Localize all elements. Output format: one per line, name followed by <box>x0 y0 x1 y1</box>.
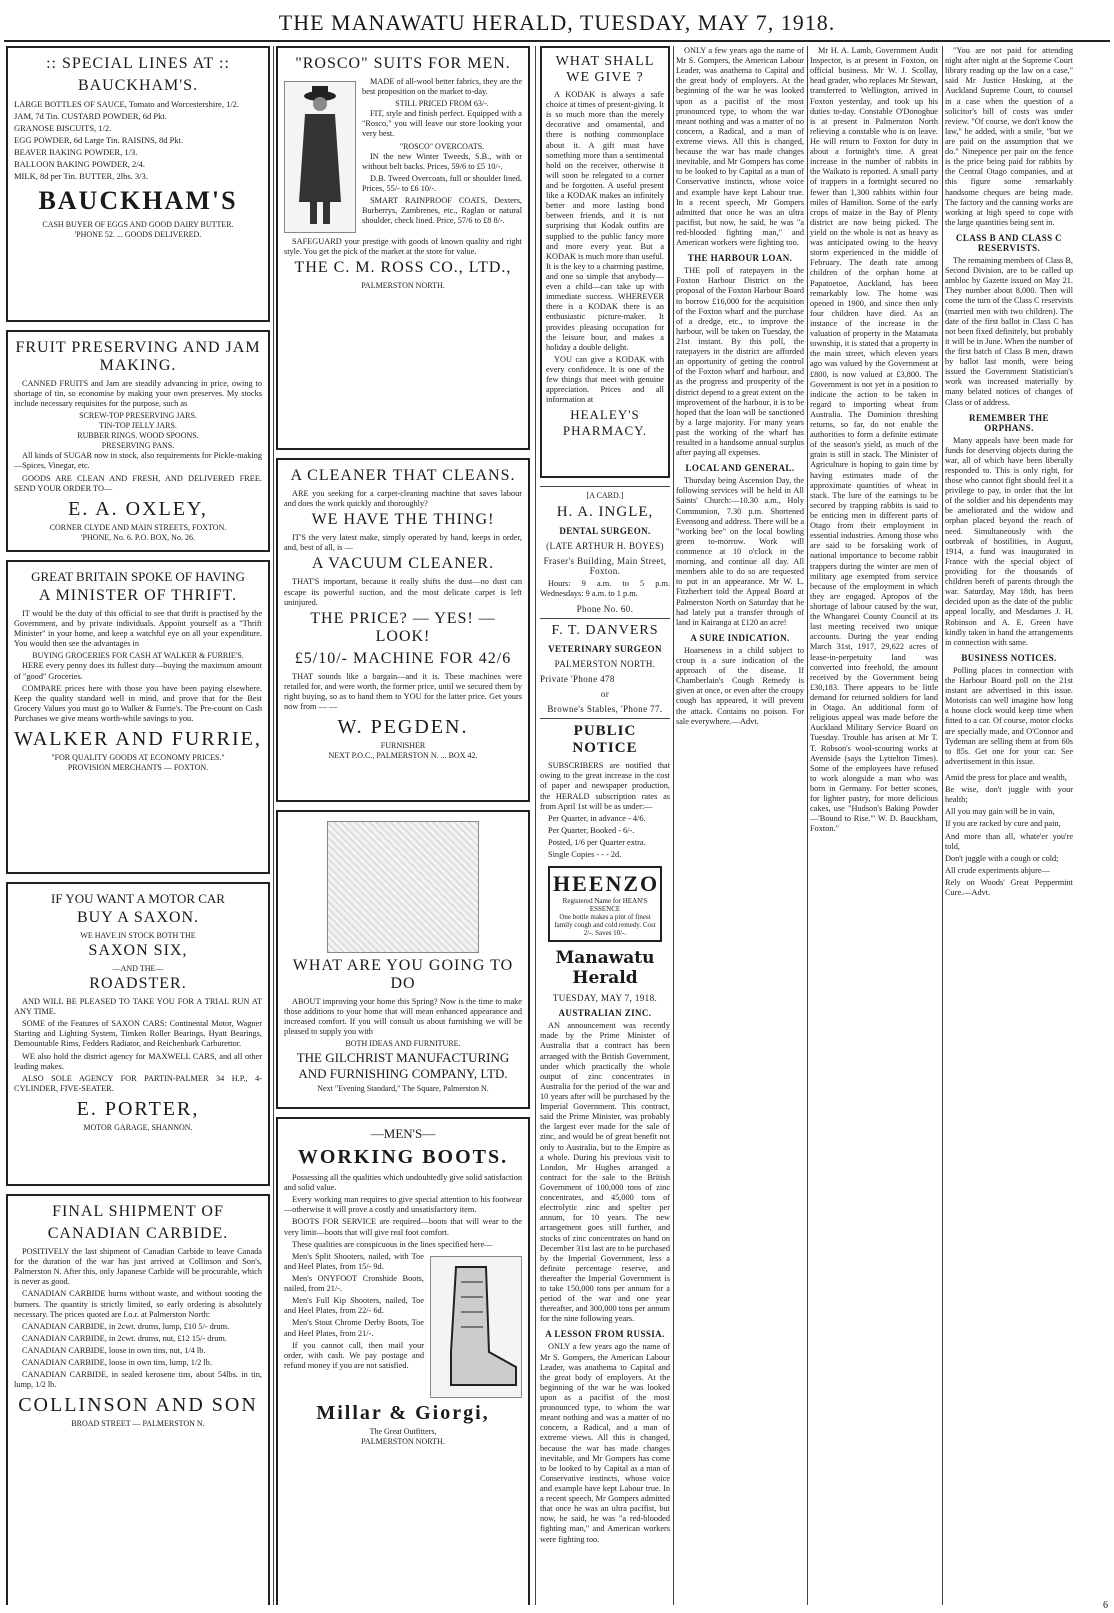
article-heading: AUSTRALIAN ZINC. <box>558 1008 652 1019</box>
notice-rate: Per Quarter, Booked - 6/-. <box>548 825 635 835</box>
masthead-rule <box>4 40 1110 42</box>
verse-line: Don't juggle with a cough or cold; <box>945 853 1059 863</box>
boot-icon <box>431 1257 521 1397</box>
ad-title: FINAL SHIPMENT OF <box>52 1203 224 1220</box>
ad-body: THAT'S important, because it really shifts the dust—no dust can escape its powerful suction, and the most delicate carpet is left uninjured. <box>284 577 522 607</box>
danvers-line: PALMERSTON NORTH. <box>554 659 656 670</box>
ad-porter <box>6 882 270 1186</box>
notice-rate: Per Quarter, in advance - 4/6. <box>548 813 646 823</box>
ad-footer: MOTOR GARAGE, SHANNON. <box>83 1122 193 1132</box>
notice-rate: Single Copies - - - 2d. <box>548 850 622 860</box>
ingle-phone: Phone No. 60. <box>576 604 634 615</box>
danvers-line: Browne's Stables, 'Phone 77. <box>547 704 663 715</box>
ad-line: LARGE BOTTLES OF SAUCE, Tomato and Worcestershire, 1/2. <box>14 99 240 109</box>
verse-line: If you are racked by cure and pain, <box>945 819 1061 829</box>
ad-healey <box>540 46 670 478</box>
ad-body: WE also hold the district agency for MAXWELL CARS, and all other leading makes. <box>14 1051 262 1071</box>
danvers-line: or <box>600 689 610 700</box>
ad-subhead: BUYING GROCERIES FOR CASH AT WALKER & FURRIE'S. <box>32 651 244 661</box>
ad-oxley <box>6 330 270 552</box>
heenzo-sub: Registered Name for HEAN'S ESSENCE <box>562 897 648 914</box>
ad-firm-name: W. PEGDEN. <box>337 716 469 739</box>
ad-body: SOME of the Features of SAXON CARS: Continental Motor, Wagner Starting and Lighting System, Timken Roller Bearings, Hyatt Bearings, Demountable Rims, Fedders Radiator, and Reichenbark Carburettor. <box>14 1019 262 1049</box>
ad-line: SAXON SIX, <box>88 942 188 959</box>
ad-line: BALLOON BAKING POWDER, 2/4. <box>14 159 146 170</box>
ad-subhead: £5/10/- MACHINE FOR 42/6 <box>294 649 512 667</box>
verse-line: Rely on Woods' Great Peppermint Cure.—Advt. <box>945 877 1073 898</box>
ad-title: WHAT SHALL WE GIVE ? <box>555 54 655 85</box>
column-3 <box>540 46 670 1605</box>
page-number: 6 <box>1103 1600 1108 1611</box>
article-heading: CLASS B AND CLASS C RESERVISTS. <box>955 232 1063 253</box>
ad-subhead: "ROSCO" OVERCOATS. <box>399 141 485 151</box>
ad-body: CANADIAN CARBIDE burns without waste, and without sooting the burners. The quantity is strictly limited, so early ordering is absolutely necessary. The prices quoted are f.o.r. at Palmerston North: <box>14 1289 262 1319</box>
ad-line: BEAVER BAKING POWDER, 1/3. <box>14 147 138 158</box>
ad-footer: Next "Evening Standard," The Square, Palmerston N. <box>317 1084 489 1094</box>
ad-body: HERE every penny does its fullest duty—buying the maximum amount of "good" Groceries. <box>14 661 262 681</box>
ad-footer: CORNER CLYDE AND MAIN STREETS, FOXTON. <box>49 522 227 532</box>
ad-body: BOOTS FOR SERVICE are required—boots that will wear to the very limit—boots that will give real foot comfort. <box>284 1217 522 1237</box>
ad-firm-name: BAUCKHAM'S <box>38 186 238 216</box>
interior-illustration <box>327 821 479 953</box>
ad-title: BUY A SAXON. <box>76 909 200 926</box>
article-body: "You are not paid for attending night after night at the Supreme Court library reading up the law on a case," said Mr Justice Hosking, at the Auckland Supreme Court, to counsel in a case when the question of a solicitor's bill of costs was under review. "Of course, we don't know the law," he added, with a smile, "but we are paid on the assumption that we do." Ninepence per pair on the fence is the price being paid for rabbits by the Central Otago companies, and at this figure some remarkably handsome cheques are being made. The factory and the canning works are working at high speed to cope with the large quantities being sent in. <box>945 46 1073 227</box>
ad-item: PRESERVING PANS. <box>101 441 175 451</box>
ad-title: A MINISTER OF THRIFT. <box>38 587 238 604</box>
ad-line: JAM, 7d Tin. CUSTARD POWDER, 6d Pkt. <box>14 111 167 122</box>
article-body: Hoarseness in a child subject to croup is a sure indication of the approach of the disease. If Chamberlain's Cough Remedy is given at once, or even after the croupy cough has appeared, it will prevent the attack. Contains no poison. For sale everywhere.—Advt. <box>676 645 804 726</box>
ad-body: SAFEGUARD your prestige with goods of known quality and right style. You get the pick of the market at the store for value. <box>284 237 522 257</box>
article-body: The remaining members of Class B, Second Division, are to be called up ambloc by Gazette issued on May 21. They number about 8,000. Then will come the turn of the Class C reservists (married men with two children). The date of the first ballot in Class C has not been fixed definitely, but probably it will be in June. When the number of the first batch of Class B men, drawn by ballot last month, were being issued the Government Statistician's work was increased materially by many belated notices of changes of Class or of address. <box>945 255 1073 407</box>
ad-body: SMART RAINPROOF COATS, Dexters, Burberrys, Zambrenes, etc., Raglan or natural shoulder, check lined. Price, 57/6 to £8 8/-. <box>362 195 522 226</box>
ad-footer: NEXT P.O.C., PALMERSTON N. ... BOX 42. <box>328 751 478 761</box>
ad-collinson <box>6 1194 270 1605</box>
ad-subhead: FURNISHER <box>380 741 426 751</box>
ad-body: IN the new Winter Tweeds, S.B., with or without belt backs. Prices, 59/6 to £5 10/-. <box>362 151 522 171</box>
article-heading: REMEMBER THE ORPHANS. <box>969 412 1049 433</box>
ad-body: Every working man requires to give special attention to his footwear—otherwise it will prove a costly and unsatisfactory item. <box>284 1195 522 1215</box>
article-body: Thursday being Ascension Day, the following services will be held in All Saints' Church:—10.30 a.m., Holy Communion, 7.30 p.m. Shortened Evensong and address. There will be a "working bee" on the local bowling green to-morrow. Work will commence at 10 o'clock in the morning, and continue all day. All members able to do so are requested to put in an appearance. Mr W. L. Fitzherbert told the Appeal Board at Palmerston North on Saturday that he had lately put a transfer through of land in Kairanga at £120 an acre! <box>676 476 804 627</box>
column-divider <box>807 46 808 1605</box>
ad-line: —AND THE— <box>112 964 164 973</box>
nameplate: Manawatu Herald <box>555 948 655 989</box>
ad-subhead: WE HAVE THE THING! <box>311 511 495 529</box>
ad-firm-name: COLLINSON AND SON <box>18 1394 258 1417</box>
article-body: ONLY a few years ago the name of Mr S. Gompers, the American Labour Leader, was anathema to Capital and the great body of employers. At the beginning of the war he was looked upon as a pacifist of the most pronounced type, to whom the war meant nothing and was a matter of no concern, a Radical, and a man of extreme views. All this is changed, because the war has made changes inevitable, and Mr Gompers has come to be looked to by Capital as a man of Conservative instincts, whose voice and example have kept Labour true. In a recent speech, Mr Gompers admitted that once he was an ultra pacifist, but now, he said, he was "a red-blooded fighting man," and American workers were fighting too. <box>540 1342 670 1544</box>
ad-body: FIT, style and finish perfect. Equipped with a "Rosco," you will leave our store looking your very best. <box>362 109 522 139</box>
ad-body: IT'S the very latest make, simply operated by hand, keeps in order, and, best of all, is — <box>284 533 522 553</box>
ad-footer: "FOR QUALITY GOODS AT ECONOMY PRICES." <box>51 753 225 763</box>
danvers-line: VETERINARY SURGEON <box>548 644 662 655</box>
man-illustration <box>284 81 356 233</box>
article-body: THE poll of ratepayers in the Foxton Harbour District on the proposal of the Foxton Harbour Board to borrow £16,000 for the acquisition of the Foxton wharf and the purchase of a dredge, etc., to improve the harbour, will be taken on Tuesday, the 21st instant. By this poll, the ratepayers in the district are afforded an opportunity of getting the control of the Foxton wharf and harbour, and as the progress and prosperity of the district depend to a great extent on the improvement of the harbour, it is to be hoped that the loan will be sanctioned by a large majority. For many years past the working of the wharf has resulted in a handsome annual surplus after paying all expenses. <box>676 266 804 458</box>
ad-firm-name: E. PORTER, <box>76 1097 200 1120</box>
heenzo-sub: One bottle makes a pint of finest family cough and cold remedy. Cost 2/-. Saves 10/-. <box>554 913 656 938</box>
ad-firm-name: Millar & Giorgi, <box>316 1401 490 1424</box>
article-body: Polling places in connection with the Harbour Board poll on the 21st instant are advertised in this issue. Motorists can well imagine how long a house clock would keep time when fitted to a car. Of course, motor clocks are specially made, and O'Connor and Tydeman are selling them at from 60s to 85s. Get one for your car. See advertisement in this issue. <box>945 665 1073 766</box>
ingle-line: Fraser's Building, Main Street, Foxton. <box>543 556 667 576</box>
verse-line: Be wise, don't juggle with your health; <box>945 785 1073 805</box>
ad-price: CANADIAN CARBIDE, in 2cwt. drums, lump, £10 5/- drum. <box>22 1321 230 1331</box>
ad-item: TIN-TOP JELLY JARS. <box>99 421 177 431</box>
column-4 <box>676 46 804 1605</box>
ad-subhead: BOTH IDEAS AND FURNITURE. <box>345 1039 461 1049</box>
ad-body: POSITIVELY the last shipment of Canadian Carbide to leave Canada for the duration of the war has just arrived at Collinson and Son's, Palmerston N. After this, only Japanese Carbide will be procurable, which is never as good. <box>14 1247 262 1287</box>
issue-date: TUESDAY, MAY 7, 1918. <box>552 993 658 1004</box>
ad-body: YOU can give a KODAK with every confidence. It is one of the few things that meet with genuine appreciation. Prices and all information at <box>546 354 664 405</box>
ad-body: GOODS ARE CLEAN AND FRESH, AND DELIVERED FREE. SEND YOUR ORDER TO— <box>14 473 262 493</box>
man-in-overcoat-icon <box>285 82 355 232</box>
column-6 <box>945 46 1073 1605</box>
ad-firm-name: HEALEY'S PHARMACY. <box>562 407 648 439</box>
article-heading: A SURE INDICATION. <box>690 632 790 643</box>
ad-item: Men's ONYFOOT Cronshide Boots, nailed, from 21/-. <box>284 1273 424 1294</box>
ad-price: STILL PRICED FROM 63/-. <box>395 99 489 109</box>
ad-line: GRANOSE BISCUITS, 1/2. <box>14 123 112 134</box>
article-body: ONLY a few years ago the name of Mr S. Gompers, the American Labour Leader, was anathema to Capital and the great body of employers. At the beginning of the war he was looked upon as a pacifist of the most pronounced type, to whom the war meant nothing and was a matter of no concern, a Radical, and a man of extreme views. All this is changed, because the war has made changes inevitable, and Mr Gompers has come to be looked to by Capital as a man of Conservative instincts, whose voice and example have kept Labour true. In a recent speech, Mr Gompers admitted that once he was an ultra pacifist, but now, he said, he was "a red-blooded fighting man," and American workers were fighting too. <box>676 46 804 248</box>
ad-body: Possessing all the qualities which undoubtedly give solid satisfaction and solid value. <box>284 1173 522 1193</box>
ad-item: Men's Stout Chrome Derby Boots, Toe and Heel Plates, from 21/-. <box>284 1318 424 1338</box>
ad-title: FRUIT PRESERVING AND JAM MAKING. <box>15 339 261 374</box>
ad-body: COMPARE prices here with those you have been paying elsewhere. Keep the quality standard well in mind, and prove that for the Best Grocery Values you must go to Walker & Furrie's. The Pre-count on Cash Purchases we give means worth-while savings to you. <box>14 683 262 723</box>
ad-body: AND WILL BE PLEASED TO TAKE YOU FOR A TRIAL RUN AT ANY TIME. <box>14 997 262 1017</box>
ad-gilchrist <box>276 810 530 1109</box>
ad-price: CANADIAN CARBIDE, in 2cwt. drums, nut, £12 15/- drum. <box>22 1333 227 1343</box>
ad-sup: —MEN'S— <box>370 1126 436 1141</box>
ad-footer: PALMERSTON NORTH. <box>361 1436 445 1446</box>
column-5 <box>810 46 938 1605</box>
card-label: [A CARD.] <box>586 491 624 500</box>
column-divider <box>942 46 943 1605</box>
verse-line: All crude experiments abjure— <box>945 865 1050 875</box>
article-heading: BUSINESS NOTICES. <box>961 652 1057 663</box>
ad-price: CANADIAN CARBIDE, loose in own tins, lump, 1/2 lb. <box>22 1358 212 1368</box>
notice-body: SUBSCRIBERS are notified that owing to the great increase in the cost of paper and newspaper production, the HERALD subscription rates as from April 1st will be as under:— <box>540 761 670 811</box>
boot-illustration <box>430 1256 522 1398</box>
ad-body: CANNED FRUITS and Jam are steadily advancing in price, owing to shortage of tin, so economise by making your own preserves. My stocks include necessary requisites for the purpose, such as <box>14 379 262 409</box>
danvers-line: Private 'Phone 478 <box>540 674 615 685</box>
heenzo-title: HEENZO <box>553 871 660 897</box>
article-heading: THE HARBOUR LOAN. <box>687 253 793 264</box>
ingle-name: H. A. INGLE, <box>556 504 654 520</box>
ad-title: WORKING BOOTS. <box>297 1146 509 1168</box>
ad-footer: PROVISION MERCHANTS — FOXTON. <box>67 763 209 773</box>
article-body: AN announcement was recently made by the Prime Minister of Australia that a contract has been arranged with the British Government, under which practically the whole output of zinc concentrates in Australia for the period of the war and 10 years after will be purchased by the Imperial Government. This contract, said the Prime Minister, was probably the largest ever made for the sale of zinc, and would be of great benefit not only to Australia, but to the Empire as a whole. During his previous visit to London, Mr Hughes arranged a contract for the sale to the British Government of 100,000 tons of zinc concentrates, and 45,000 tons of electrolytic zinc and spelter per annum, for 10 years. The new arrangement goes still further, and stocks of zinc concentrates on hand on December 31st last are to be purchased by the Imperial Government, less a definite percentage reserve, and thereafter the Imperial Government is to take 150,000 tons per annum for a period of the war and one year thereafter, and 300,000 tons per annum for the nine following years. <box>540 1021 670 1324</box>
ad-millar-giorgi <box>276 1117 530 1605</box>
column-divider <box>535 46 536 1605</box>
ad-title: IF YOU WANT A MOTOR CAR <box>51 891 225 906</box>
column-2 <box>276 46 530 1605</box>
ad-footer: BROAD STREET — PALMERSTON N. <box>71 1419 205 1429</box>
ingle-line: DENTAL SURGEON. <box>559 526 651 536</box>
article-heading: LOCAL AND GENERAL. <box>685 463 795 474</box>
column-1 <box>6 46 270 1605</box>
verse-line: Amid the press for place and wealth, <box>945 773 1067 782</box>
ad-subhead: THE PRICE? — YES! — LOOK! <box>310 609 496 645</box>
column-divider <box>673 46 674 1605</box>
ad-body: These qualities are conspicuous in the lines specified here— <box>292 1239 493 1249</box>
ad-line: ROADSTER. <box>89 975 187 992</box>
ad-firm-name: THE GILCHRIST MANUFACTURING AND FURNISHING COMPANY, LTD. <box>296 1050 510 1082</box>
article-heading: A LESSON FROM RUSSIA. <box>545 1329 665 1340</box>
verse-line: And more than all, whate'er you're told, <box>945 831 1073 851</box>
ad-footer: 'PHONE, No. 6. P.O. BOX, No. 26. <box>81 532 195 542</box>
ad-body: MADE of all-wool better fabrics, they are the best proposition on the market to-day. <box>362 77 522 97</box>
ad-item: RUBBER RINGS. WOOD SPOONS. <box>77 431 199 441</box>
ad-line: EGG POWDER, 6d Large Tin. RAISINS, 8d Pkt. <box>14 135 184 146</box>
ad-item: Men's Full Kip Shooters, nailed, Toe and Heel Plates, from 22/- 6d. <box>284 1296 424 1316</box>
ad-price: CANADIAN CARBIDE, loose in own tins, nut, 1/4 lb. <box>22 1345 206 1355</box>
ad-title: A CLEANER THAT CLEANS. <box>290 467 516 484</box>
divider <box>540 618 670 619</box>
ad-title: "ROSCO" SUITS FOR MEN. <box>295 55 511 72</box>
masthead: THE MANAWATU HERALD, TUESDAY, MAY 7, 1918. <box>278 10 836 35</box>
ad-price: CANADIAN CARBIDE, in sealed kerosene tins, about 54lbs. in tin, lump, 1/2 lb. <box>14 1370 262 1390</box>
ad-footer: The Great Outfitters, <box>369 1426 437 1436</box>
divider <box>540 486 670 487</box>
ad-title: WHAT ARE YOU GOING TO DO <box>292 957 514 992</box>
ad-body: All kinds of SUGAR now in stock, also requirements for Pickle-making—Spices, Vinegar, etc. <box>14 451 262 471</box>
ad-line: WE HAVE IN STOCK BOTH THE <box>80 931 196 940</box>
ingle-line: (LATE ARTHUR H. BOYES) <box>546 541 664 551</box>
ad-body: ARE you seeking for a carpet-cleaning machine that saves labour and does the work quickly and thoroughly? <box>284 489 522 509</box>
notice-rate: Posted, 1/6 per Quarter extra. <box>548 837 646 847</box>
ad-body: ABOUT improving your home this Spring? Now is the time to make those additions to your home that will mean enhanced appearance and increased comfort. If you will consult us about furnishing we will be pleased to supply you with <box>284 997 522 1037</box>
danvers-name: F. T. DANVERS <box>551 623 659 639</box>
ad-body: THAT sounds like a bargain—and it is. These machines were retailed for, and were worth, the former price, until we secured them by right buying, so as to hand them to YOU for the latter price. Get yours now from — — <box>284 671 522 712</box>
divider <box>540 718 670 719</box>
ad-body: D.B. Tweed Overcoats, full or shoulder lined. Prices, 55/- to £6 10/-. <box>362 173 522 193</box>
ad-title: BAUCKHAM'S. <box>77 77 199 94</box>
ad-body: IT would be the duty of this official to see that thrift is practised by the Government, and by private individuals. Appoint yourself as a "Thrift Minister" in your home, and keep a watchful eye on all your expenditure. You would then see the advantages in <box>14 609 262 649</box>
column-divider <box>273 46 274 1605</box>
ad-rosco <box>276 46 530 450</box>
ad-firm-name: THE C. M. ROSS CO., LTD., <box>294 259 512 277</box>
notice-title: PUBLIC NOTICE <box>572 723 638 757</box>
ad-firm-name: WALKER AND FURRIE, <box>14 728 262 751</box>
ad-body: A KODAK is always a safe choice at times of present-giving. It is so much more than the merely decorative and ornamental, and there is nothing commonplace about it. A gift must have something more than a sentimental hold on the receiver, otherwise it will soon be relegated to a corner and be forgotten. A useful present like a KODAK makes an infinitely better and more lasting bond between friends, and it is not surprising that Kodak outfits are supplied to the public fancy more and more every year. But a KODAK is much more than useful. It is the key to a charming pastime, and one so simple that anybody—even a child—can take up with immediate success. WHEREVER there is a KODAK there is an enthusiastic picture-maker. It provides pleasing occupation for the leisure hour, and makes a holiday a double delight. <box>546 90 664 352</box>
ad-body: If you cannot call, then mail your order, with cash. We pay postage and refund money if you are not satisfied. <box>284 1340 424 1370</box>
ad-footer: CASH BUYER OF EGGS AND GOOD DAIRY BUTTER. <box>42 220 234 230</box>
ad-body: ALSO SOLE AGENCY FOR PARTIN-PALMER 34 H.P., 4-CYLINDER, FIVE-SEATER. <box>14 1073 262 1093</box>
article-body: Many appeals have been made for funds for deserving objects during the war, all of which have been liberally responded to. This is only right, for those who cannot fight should feel it a privilege to pay, in order that the lot of the soldier and his dependents may be ameliorated and the widow and orphan placed beyond the reach of need. Simultaneously with the outbreak of hostilities, in August, 1914, a fund was inaugurated in France with the special object of providing for the thousands of children bereft of parents through the war. Saturday, May 18th, has been decided upon as the date of the public appeal locally, and Mesdames J. H. Robinson and A. E. Green have kindly taken in hand the arrangements in connection with same. <box>945 435 1073 647</box>
ad-footer: 'PHONE 52. ... GOODS DELIVERED. <box>74 230 202 240</box>
ad-title: :: SPECIAL LINES AT :: <box>46 55 230 72</box>
ad-bauckham <box>6 46 270 322</box>
ad-heenzo <box>548 866 662 942</box>
ad-pegden <box>276 458 530 802</box>
ad-walker-furrie <box>6 560 270 874</box>
ad-item: Men's Split Shooters, nailed, with Toe and Heel Plates, from 15/- 9d. <box>284 1251 424 1271</box>
ad-subhead: A VACUUM CLEANER. <box>311 555 495 573</box>
article-body: Mr H. A. Lamb, Government Audit Inspector, is at present in Foxton, on official business. Mr W. J. Scollay, head grader, who replaces Mr Stewart, transferred to Wellington, arrived in Foxton yesterday, and took up his duties to-day. Constable O'Donoghue is at present in Palmerston North relieving a constable who is on leave. He will return to Foxton for duty in about a fortnight's time. A great increase in the number of rabbits in the Waikato is reported. A small party of trappers in a fortnight secured no fewer than 1,300 rabbits within four miles of Hamilton. Some of the early crops of maize in the Bay of Plenty district are now being picked. The yield on the whole is not as heavy as was anticipated owing to the heavy storm experienced in the middle of February. The death rate among children of the orphan home at Papatoetoe, Auckland, has been remarkably low. The home was opened in 1900, and since then only four children have died. As an instance of the increase in the valuation of property in the Matamata township, it is stated that a property in the main street, which eleven years ago was valued by the Government at £800, is now valued at £3,800. The Government is not yet in a position to indicate the action to be taken in regard to importing wheat from Australia. The Dominion threshing returns, so far, do not enable the authorities to form a definite estimate of the season's yield, as much of the grain is still in stack. The Minister of Agriculture is hoping to gain time by having estimates made of the approximate quantities of wheat in stack. The lure of the earnings to be secured by trapping rabbits is said to be enticing men in different parts of Otago from their employment in essential industries. Among those who are said to be forsaking work of national importance to become rabbit trappers during the winter are men of military age exempted from service because of the employment in which they are engaged. Apropos of the shortage of labour caused by the war, the Whangarei County Council at its last meeting received two unique accounts. During the year ending March 31st, 1917, 29,622 acres of lease-in-perpetuity land was converted into freehold, the amount received by the Government being £30,183. There appears to be little demand for returned soldiers for land in Otago. An additional form of religious appeal was made before the Auckland Military Service Board on Tuesday. Trouble has arisen at Mr T. T. Robson's wool-scouring works at Avenside (says the Lyttelton Times). Some of the employees have refused to work alongside a man who was born in Germany. For better scones, for lighter pastry, for more delicious cakes, use "Hudson's Baking Powder—'Bound to Rise.'" W. D. Bauckham, Foxton." <box>810 46 938 834</box>
ad-item: SCREW-TOP PRESERVING JARS. <box>79 411 197 421</box>
ingle-hours: Hours: 9 a.m. to 5 p.m. Wednesdays: 9 a.m. to 1 p.m. <box>540 579 670 599</box>
ad-title: GREAT BRITAIN SPOKE OF HAVING <box>31 569 245 584</box>
ad-title: CANADIAN CARBIDE. <box>47 1225 229 1242</box>
verse-line: All you may gain will be in vain, <box>945 807 1055 817</box>
ad-firm-name: E. A. OXLEY, <box>68 497 208 520</box>
ad-line: MILK, 8d per Tin. BUTTER, 2lbs. 3/3. <box>14 171 148 182</box>
ad-footer: PALMERSTON NORTH. <box>361 281 445 291</box>
